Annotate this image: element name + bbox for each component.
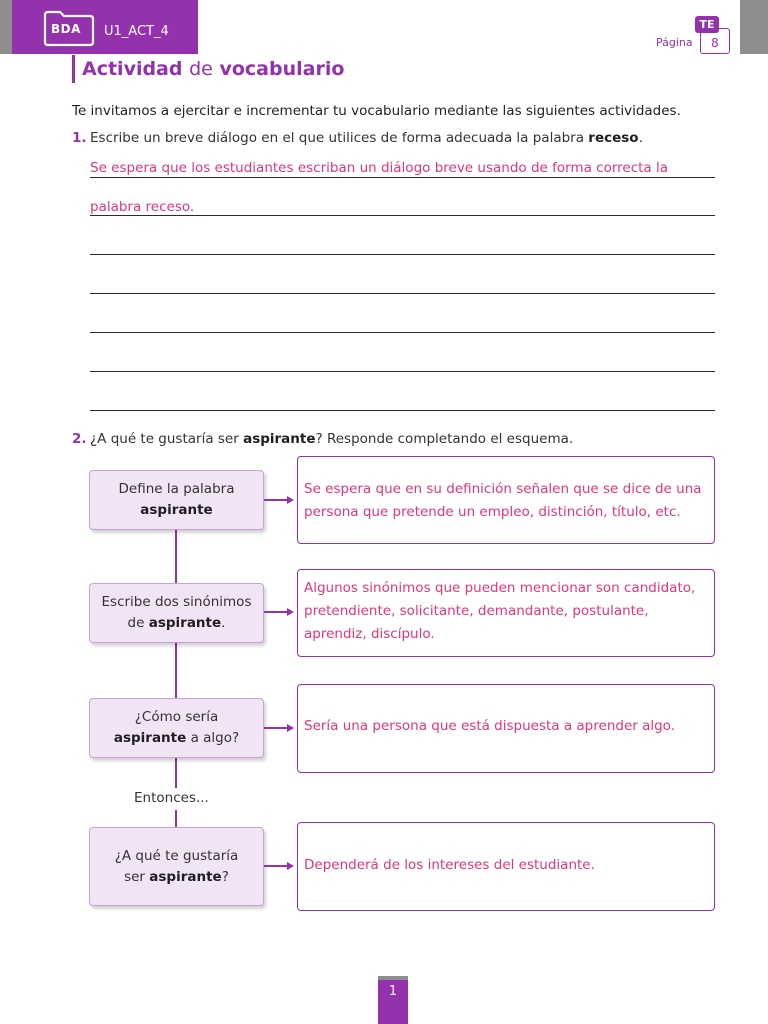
pagina-label: Página — [656, 36, 693, 49]
scheme-answer-text: Algunos sinónimos que pueden mencionar son candidato, pretendiente, solicitante, demandante, postulante, aprendiz, discípulo. — [304, 580, 696, 642]
scheme-question-line — [90, 500, 263, 521]
question-1-number: 1. — [72, 130, 87, 146]
header-gray-bar-right — [740, 0, 768, 54]
activity-code: U1_ACT_4 — [104, 24, 169, 39]
title-part-de: de — [189, 58, 213, 80]
scheme-question-suffix: . — [221, 615, 226, 631]
page-number: 8 — [711, 36, 719, 50]
scheme-keyword: aspirante — [148, 615, 222, 631]
scheme-question-line — [90, 613, 263, 634]
scheme-connector — [175, 643, 177, 698]
writing-line[interactable] — [90, 410, 715, 411]
scheme-question-line — [90, 867, 263, 888]
writing-line[interactable] — [90, 332, 715, 333]
arrow-icon — [264, 865, 289, 867]
scheme-question-box — [89, 470, 264, 530]
scheme-question-box — [89, 827, 264, 906]
question-1-text-before: Escribe un breve diálogo en el que utilices de forma adecuada la palabra — [90, 130, 589, 146]
scheme-connector — [175, 810, 177, 827]
writing-line[interactable] — [90, 215, 715, 216]
question-2-keyword: aspirante — [243, 431, 316, 447]
scheme-connector-text: Entonces... — [134, 790, 209, 806]
arrow-head-icon — [287, 608, 294, 616]
scheme-question-line: Define la palabra — [118, 481, 235, 497]
question-1-answer-line-1: Se espera que los estudiantes escriban un diálogo breve usando de forma correcta la — [90, 160, 669, 176]
question-1-text-after: . — [638, 130, 643, 146]
scheme-connector — [175, 530, 177, 583]
writing-line[interactable] — [90, 177, 715, 178]
title-part-vocabulario: vocabulario — [219, 58, 345, 80]
question-2-number: 2. — [72, 431, 87, 447]
scheme-question-line: ¿A qué te gustaría — [114, 847, 239, 864]
bda-logo-text: BDA — [51, 22, 81, 36]
scheme-question-box — [89, 583, 264, 643]
scheme-keyword: aspirante — [113, 730, 187, 746]
scheme-question-box — [89, 698, 264, 758]
scheme-answer-text: Sería una persona que está dispuesta a aprender algo. — [304, 718, 675, 734]
arrow-icon — [264, 727, 289, 729]
scheme-answer-text: Dependerá de los intereses del estudiante. — [304, 857, 595, 873]
arrow-head-icon — [287, 496, 294, 504]
header-gray-bar-left — [0, 0, 12, 54]
writing-line[interactable] — [90, 254, 715, 255]
page-title — [82, 58, 344, 80]
te-badge: TE — [695, 16, 719, 33]
scheme-keyword: aspirante — [140, 502, 213, 518]
scheme-question-line: Escribe dos sinónimos — [101, 594, 252, 610]
scheme-question-line: ¿Cómo sería — [134, 709, 219, 725]
question-1-keyword: receso — [588, 130, 639, 146]
scheme-answer-box[interactable] — [297, 684, 715, 773]
title-part-actividad: Actividad — [82, 58, 183, 80]
arrow-head-icon — [287, 724, 294, 732]
arrow-icon — [264, 499, 289, 501]
scheme-answer-box[interactable] — [297, 822, 715, 911]
scheme-question-prefix: ser — [124, 868, 150, 885]
scheme-answer-box[interactable] — [297, 456, 715, 544]
scheme-question-suffix: a algo? — [186, 730, 240, 746]
question-1-text — [90, 130, 643, 146]
scheme-question-suffix: ? — [221, 868, 229, 885]
writing-line[interactable] — [90, 371, 715, 372]
question-2-text — [90, 431, 573, 447]
title-rule — [72, 55, 75, 83]
footer-page-tab — [378, 976, 408, 1024]
scheme-answer-text: Se espera que en su definición señalen que se dice de una persona que pretende un empleo, distinción, título, etc. — [304, 481, 702, 520]
scheme-question-line — [90, 728, 263, 749]
scheme-answer-box[interactable] — [297, 569, 715, 657]
scheme-connector — [175, 758, 177, 788]
footer-page-number: 1 — [388, 984, 398, 999]
writing-line[interactable] — [90, 293, 715, 294]
arrow-icon — [264, 611, 289, 613]
question-1-answer-line-2: palabra receso. — [90, 199, 195, 215]
intro-text: Te invitamos a ejercitar e incrementar tu vocabulario mediante las siguientes actividades. — [72, 103, 681, 119]
scheme-keyword: aspirante — [149, 868, 222, 885]
arrow-head-icon — [287, 862, 294, 870]
question-2-text-after: ? Responde completando el esquema. — [315, 431, 574, 447]
scheme-question-prefix: de — [127, 615, 149, 631]
question-2-text-before: ¿A qué te gustaría ser — [90, 431, 244, 447]
